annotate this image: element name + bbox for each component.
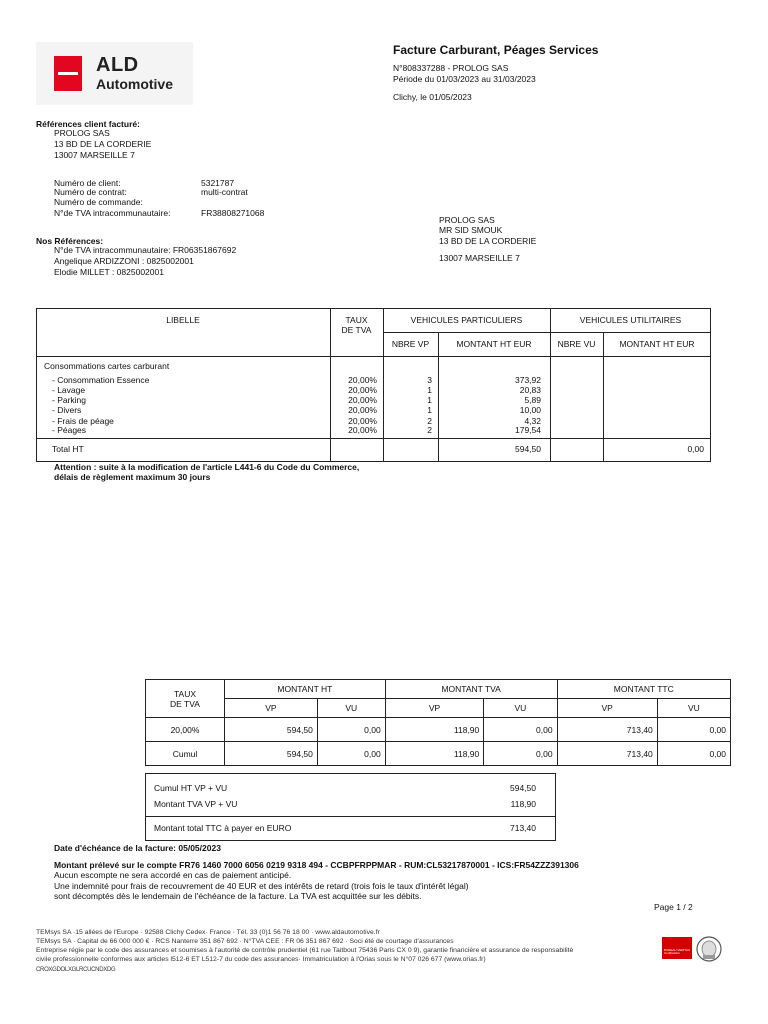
client-field-label: Numéro de contrat: <box>54 187 127 197</box>
client-field-value: FR38808271068 <box>201 208 265 218</box>
row-label: - Divers <box>52 405 82 415</box>
tva-cell: 0,00 <box>657 742 730 766</box>
tva-col-ttc: MONTANT TTC <box>557 680 730 699</box>
row-taux: 20,00% <box>348 416 377 426</box>
row-label: - Parking <box>52 395 87 405</box>
total-ht-vu: 0,00 <box>687 444 704 454</box>
logo-brand: ALD <box>96 54 139 76</box>
client-field-value: 5321787 <box>201 178 235 188</box>
client-field-label: N°de TVA intracommunautaire: <box>54 208 171 218</box>
vu-subheader-divider <box>550 332 711 333</box>
ours-line: N°de TVA intracommunautaire: FR06351867692 <box>54 245 237 255</box>
main-table-total-divider <box>36 438 711 439</box>
row-montant: 4,32 <box>524 416 541 426</box>
row-label: - Frais de péage <box>52 416 114 426</box>
row-montant: 10,00 <box>519 405 541 415</box>
invoice-number: N°808337288 - PROLOG SAS <box>393 63 509 73</box>
section-label: Consommations cartes carburant <box>44 361 170 371</box>
row-taux: 20,00% <box>348 405 377 415</box>
summary-label: Montant TVA VP + VU <box>154 799 238 809</box>
client-line: 13 BD DE LA CORDERIE <box>54 139 152 149</box>
tva-cell: 0,00 <box>317 742 385 766</box>
tva-sub-vu: VU <box>317 699 385 718</box>
col-divider <box>603 332 604 462</box>
vp-subheader-divider <box>383 332 550 333</box>
tva-table <box>145 679 731 766</box>
tva-cell: 0,00 <box>317 718 385 742</box>
tva-cell: 713,40 <box>557 718 657 742</box>
sub-montant-vp: MONTANT HT EUR <box>456 339 532 349</box>
payment-note: Aucun escompte ne sera accordé en cas de paiement anticipé. <box>54 870 292 880</box>
logo-mark-bar <box>58 72 78 75</box>
seal-icon <box>694 936 724 962</box>
row-taux: 20,00% <box>348 425 377 435</box>
row-taux: 20,00% <box>348 395 377 405</box>
row-montant: 179,54 <box>515 425 541 435</box>
invoice-period: Période du 01/03/2023 au 31/03/2023 <box>393 74 536 84</box>
sub-nbre-vp: NBRE VP <box>391 339 430 349</box>
payment-note: sont décomptés dès le lendemain de l'échéance de la facture. La TVA est acquittée sur les débits. <box>54 891 422 901</box>
tva-cell: 713,40 <box>557 742 657 766</box>
tva-col-ht: MONTANT HT <box>225 680 386 699</box>
footer-line: TEMsys SA ·15 allées de l'Europe · 92588 Clichy Cedex· France · Tél. 33 (0)1 56 76 18 00 · www.aldautomotive.fr <box>36 929 380 936</box>
certification-label: BUREAU VERITAS Certification <box>664 948 690 955</box>
tva-col-tva: MONTANT TVA <box>385 680 557 699</box>
client-field-label: Numéro de commande: <box>54 197 143 207</box>
summary-label: Montant total TTC à payer en EURO <box>154 823 292 833</box>
footer-code: CROXGDOLXGLRCUCNDXDG <box>36 967 116 973</box>
client-field-value: multi-contrat <box>201 187 248 197</box>
invoice-place-date: Clichy, le 01/05/2023 <box>393 92 472 102</box>
tva-cell: 594,50 <box>225 718 318 742</box>
tva-col-taux-l2: DE TVA <box>170 698 200 709</box>
tva-sub-vp: VP <box>385 699 484 718</box>
row-label: - Consommation Essence <box>52 375 150 385</box>
recipient-line: MR SID SMOUK <box>439 225 503 235</box>
ours-heading: Nos Références: <box>36 236 104 246</box>
row-nbre: 1 <box>427 385 432 395</box>
notice-line: délais de règlement maximum 30 jours <box>54 472 211 482</box>
summary-value: 118,90 <box>510 799 536 809</box>
due-date: Date d'échéance de la facture: 05/05/2023 <box>54 843 221 853</box>
recipient-city: 13007 MARSEILLE 7 <box>439 253 520 263</box>
row-taux: 20,00% <box>348 375 377 385</box>
tva-col-taux-l1: TAUX <box>173 688 197 699</box>
row-nbre: 1 <box>427 395 432 405</box>
col-vp: VEHICULES PARTICULIERS <box>410 315 523 325</box>
col-taux: DE TVA <box>341 325 372 335</box>
recipient-line: PROLOG SAS <box>439 215 495 225</box>
summary-divider <box>145 816 556 817</box>
tva-cell: 0,00 <box>657 718 730 742</box>
footer-line: Entreprise régie par le code des assurances et soumises à l'autorité de contrôle prudentiel (61 rue Taitbout 75436 Paris CX 0 9), garantie financière et assurance de responsabilité <box>36 947 574 954</box>
sub-nbre-vu: NBRE VU <box>557 339 596 349</box>
ours-line: Angelique ARDIZZONI : 0825002001 <box>54 256 194 266</box>
tva-sub-vp: VP <box>557 699 657 718</box>
client-heading: Références client facturé: <box>36 119 140 129</box>
tva-row-label: Cumul <box>146 742 225 766</box>
invoice-title: Facture Carburant, Péages Services <box>393 43 599 57</box>
client-field-label: Numéro de client: <box>54 178 121 188</box>
tva-row-label: 20,00% <box>146 718 225 742</box>
logo-product: Automotive <box>96 76 173 92</box>
tva-sub-vu: VU <box>484 699 557 718</box>
row-taux: 20,00% <box>348 385 377 395</box>
col-libelle: LIBELLE <box>166 315 200 325</box>
main-table-header-divider <box>36 356 711 357</box>
tva-col-taux <box>146 680 225 718</box>
tva-sub-vu: VU <box>657 699 730 718</box>
recipient-line: 13 BD DE LA CORDERIE <box>439 236 537 246</box>
col-taux: TAUX <box>345 315 368 325</box>
tva-cell: 0,00 <box>484 718 557 742</box>
footer-line: TEMsys SA · Capital de 66 000 000 € · RCS Nanterre 351 867 692 · N°TVA CEE : FR 06 351 867 692 · Soci été de courtage d'assurances <box>36 938 454 945</box>
page-number: Page 1 / 2 <box>654 902 693 912</box>
total-ht-label: Total HT <box>52 444 84 454</box>
notice-line: Attention : suite à la modification de l'article L441-6 du Code du Commerce, <box>54 462 360 472</box>
payment-note: Une indemnité pour frais de recouvrement de 40 EUR et des intérêts de retard (trois fois le taux d'intérêt légal) <box>54 881 469 891</box>
col-vu: VEHICULES UTILITAIRES <box>579 315 682 325</box>
col-divider <box>550 308 551 462</box>
seal-graphic <box>694 936 724 962</box>
tva-cell: 594,50 <box>225 742 318 766</box>
row-montant: 5,89 <box>524 395 541 405</box>
debit-account: Montant prélevé sur le compte FR76 1460 7000 6056 0219 9318 494 - CCBPFRPPMAR - RUM:CL53217870001 - ICS:FR54ZZZ391306 <box>54 860 579 870</box>
row-nbre: 2 <box>427 425 432 435</box>
summary-value: 713,40 <box>510 823 536 833</box>
row-montant: 20,83 <box>519 385 541 395</box>
sub-montant-vu: MONTANT HT EUR <box>619 339 695 349</box>
row-nbre: 2 <box>427 416 432 426</box>
ours-line: Elodie MILLET : 0825002001 <box>54 267 164 277</box>
client-line: PROLOG SAS <box>54 128 110 138</box>
row-nbre: 3 <box>427 375 432 385</box>
client-line: 13007 MARSEILLE 7 <box>54 150 135 160</box>
footer-line: civile professionnelle conformes aux articles l512-6 ET L512-7 du code des assurances· Immatriculation à l'Orias sous le N°07 026 677 (www.orias.fr) <box>36 956 486 963</box>
tva-sub-vp: VP <box>225 699 318 718</box>
tva-cell: 118,90 <box>385 742 484 766</box>
row-nbre: 1 <box>427 405 432 415</box>
row-montant: 373,92 <box>515 375 541 385</box>
summary-label: Cumul HT VP + VU <box>154 783 228 793</box>
tva-cell: 0,00 <box>484 742 557 766</box>
total-ht-vp: 594,50 <box>515 444 541 454</box>
row-label: - Lavage <box>52 385 86 395</box>
tva-cell: 118,90 <box>385 718 484 742</box>
row-label: - Péages <box>52 425 87 435</box>
summary-value: 594,50 <box>510 783 536 793</box>
